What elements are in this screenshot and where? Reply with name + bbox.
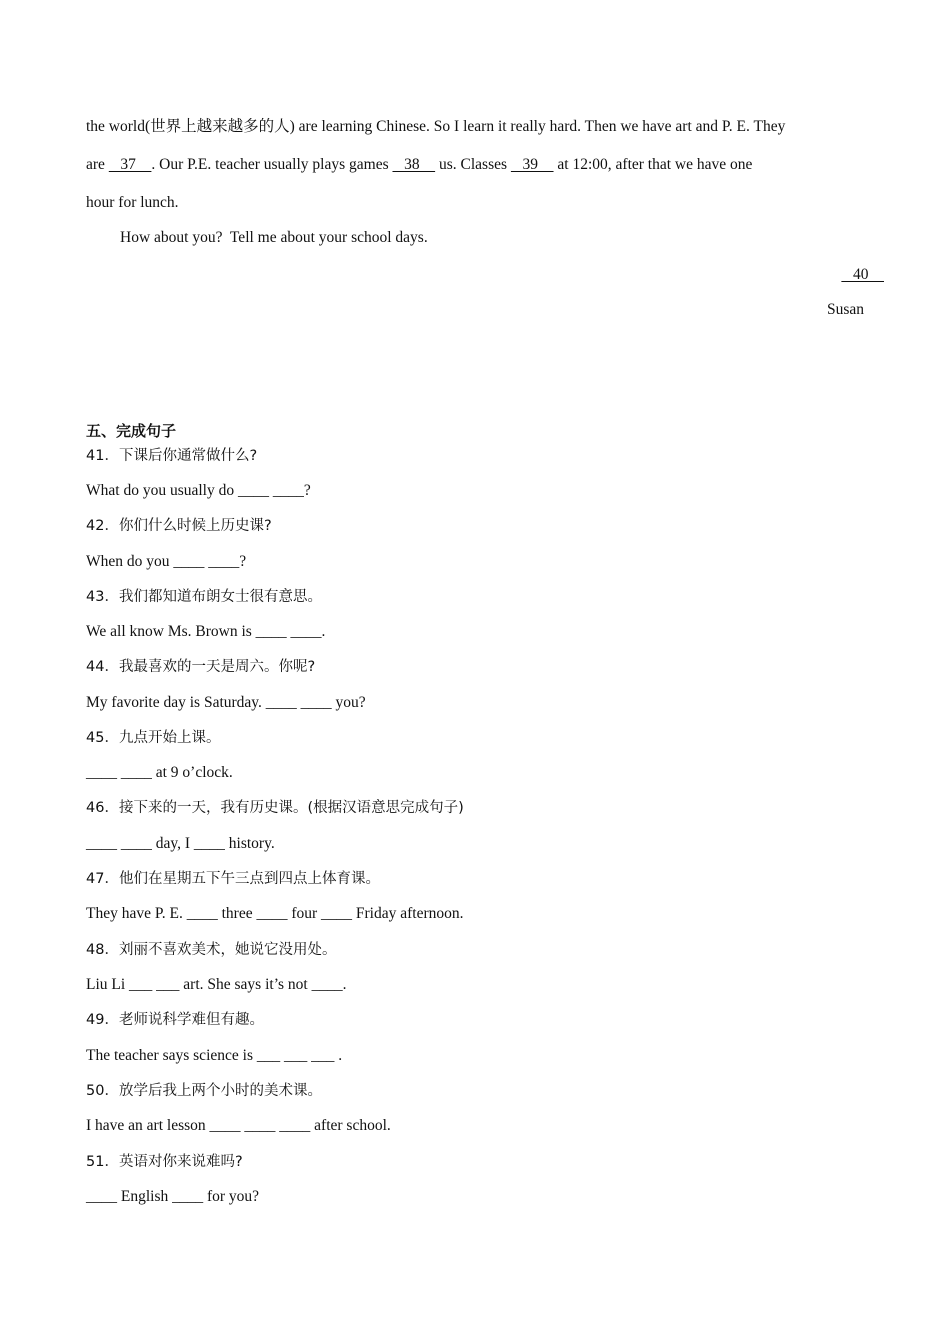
passage-line-2-mid2: us. Classes	[435, 156, 511, 173]
item-44-en: My favorite day is Saturday. ____ ____ you?	[86, 694, 366, 711]
passage-line-2-post: at 12:00, after that we have one	[553, 156, 753, 173]
blank-37[interactable]: 37	[108, 156, 152, 173]
item-46-en: ____ ____ day, I ____ history.	[86, 835, 275, 852]
item-45-cn: 45．九点开始上课。	[86, 730, 221, 746]
item-48-en: Liu Li ___ ___ art. She says it’s not ____.	[86, 976, 347, 993]
item-49-en: The teacher says science is ___ ___ ___ .	[86, 1047, 343, 1064]
item-47-en: They have P. E. ____ three ____ four ____ Friday afternoon.	[86, 905, 464, 922]
blank-39[interactable]: 39	[510, 156, 554, 173]
item-42-cn: 42．你们什么时候上历史课?	[86, 518, 272, 534]
item-51-cn: 51．英语对你来说难吗?	[86, 1154, 243, 1170]
blank-38[interactable]: 38	[392, 156, 436, 173]
passage-line-2-pre: are	[86, 156, 109, 173]
passage-line-2-mid1: . Our P.E. teacher usually plays games	[151, 156, 393, 173]
passage-line-3: hour for lunch.	[86, 194, 179, 211]
item-43-cn: 43．我们都知道布朗女士很有意思。	[86, 589, 322, 605]
item-50-cn: 50．放学后我上两个小时的美术课。	[86, 1083, 322, 1099]
signature-blank-40[interactable]	[841, 265, 884, 285]
item-41-en: What do you usually do ____ ____?	[86, 482, 311, 499]
item-51-en: ____ English ____ for you?	[86, 1188, 260, 1205]
passage-line-4: How about you? Tell me about your school days.	[120, 229, 428, 246]
passage-line-1: the world(世界上越来越多的人) are learning Chinese. So I learn it really hard. Then we have art and P. E. They	[86, 118, 786, 135]
item-46-cn: 46．接下来的一天，我有历史课。(根据汉语意思完成句子)	[86, 800, 464, 816]
item-48-cn: 48．刘丽不喜欢美术，她说它没用处。	[86, 942, 337, 958]
signature: Susan	[826, 301, 864, 318]
item-50-en: I have an art lesson ____ ____ ____ after school.	[86, 1117, 391, 1134]
item-47-cn: 47．他们在星期五下午三点到四点上体育课。	[86, 871, 380, 887]
passage-line-2	[86, 155, 752, 175]
item-43-en: We all know Ms. Brown is ____ ____.	[86, 623, 326, 640]
item-45-en: ____ ____ at 9 o’clock.	[86, 764, 233, 781]
item-44-cn: 44．我最喜欢的一天是周六。你呢?	[86, 659, 316, 675]
item-42-en: When do you ____ ____?	[86, 553, 247, 570]
item-41-cn: 41．下课后你通常做什么?	[86, 448, 258, 464]
item-49-cn: 49．老师说科学难但有趣。	[86, 1012, 264, 1028]
section-title: 五、完成句子	[86, 422, 177, 440]
blank-40[interactable]: 40	[841, 266, 884, 283]
